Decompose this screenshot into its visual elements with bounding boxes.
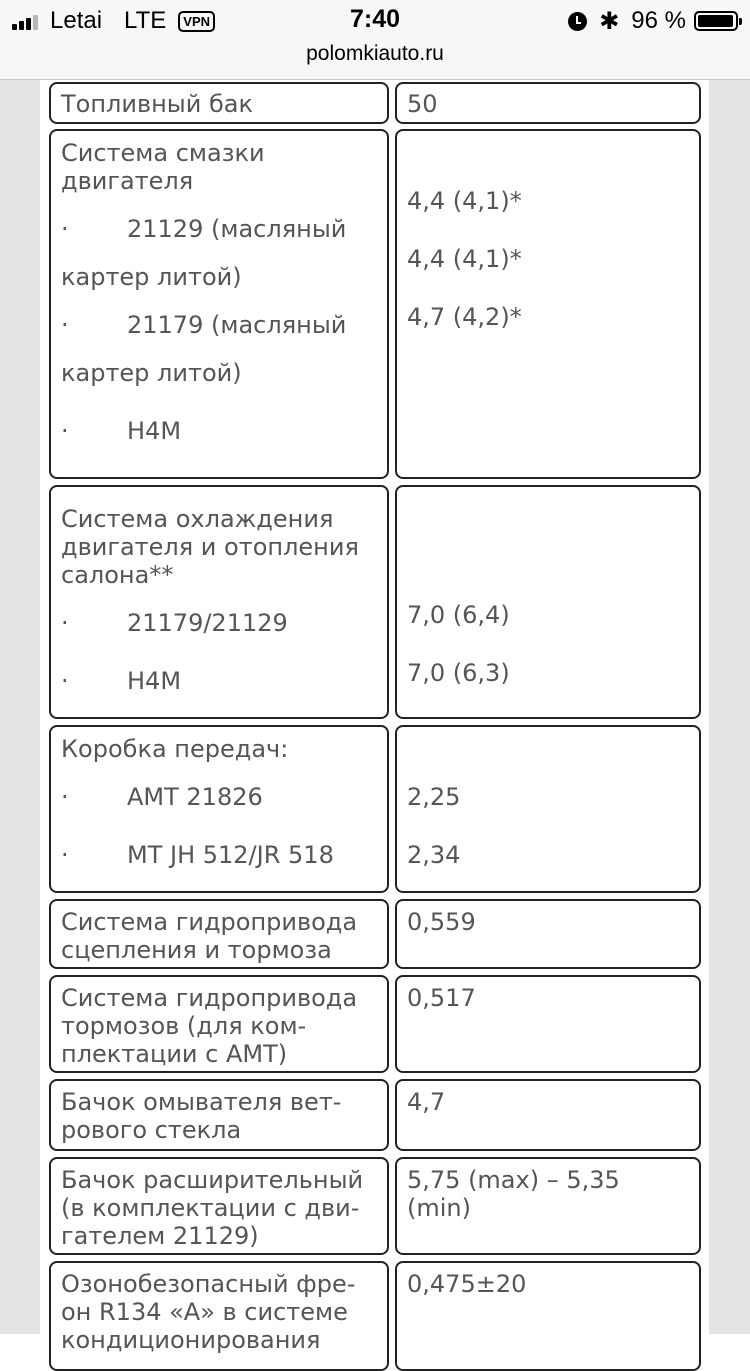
brakes-label-1: Система гидропривода: [61, 984, 358, 1012]
row-brakes-value: [395, 975, 701, 1073]
clutch-label-2: сцепления и тормоза: [61, 936, 332, 964]
cooling-title-1: Система охлаждения: [61, 505, 334, 533]
freon-value: 0,475±20: [407, 1270, 527, 1298]
bullet: ·: [61, 215, 69, 243]
lube-value-3: 4,7 (4,2)*: [407, 303, 522, 331]
bullet: ·: [61, 311, 69, 339]
lube-title-1: Система смазки: [61, 139, 265, 167]
list-item: [61, 311, 377, 339]
row-freon-label: [49, 1261, 389, 1371]
battery-percent: 96 %: [631, 7, 686, 34]
row-lube-value: [395, 129, 701, 479]
list-item: [61, 667, 377, 695]
list-item: [61, 783, 377, 811]
row-fuel-label: [49, 82, 389, 124]
washer-label-1: Бачок омывателя вет-: [61, 1088, 342, 1116]
status-right: [568, 6, 738, 36]
gearbox-value-1: 2,25: [407, 783, 461, 811]
cooling-value-1: 7,0 (6,4): [407, 601, 510, 629]
row-cooling-label: [49, 485, 389, 719]
row-gearbox-value: [395, 725, 701, 893]
row-clutch-label: [49, 899, 389, 969]
list-item: [61, 215, 377, 243]
cooling-value-2: 7,0 (6,3): [407, 659, 510, 687]
freon-label-1: Озонобезопасный фре-: [61, 1270, 356, 1298]
bullet: ·: [61, 609, 69, 637]
row-freon-value: [395, 1261, 701, 1371]
list-item: [61, 841, 377, 869]
list-item: [61, 417, 377, 445]
lube-value-2: 4,4 (4,1)*: [407, 245, 522, 273]
clutch-label-1: Система гидропривода: [61, 908, 358, 936]
washer-label-2: рового стекла: [61, 1116, 242, 1144]
lube-item3: H4M: [127, 417, 182, 445]
status-bar: [0, 0, 750, 40]
capacities-table: [46, 80, 704, 1354]
row-lube-label: [49, 129, 389, 479]
row-washer-value: [395, 1079, 701, 1151]
network-type: LTE: [124, 7, 167, 34]
gearbox-title: Коробка передач:: [61, 735, 289, 763]
row-washer-label: [49, 1079, 389, 1151]
expansion-label-1: Бачок расширительный: [61, 1166, 364, 1194]
gearbox-value-2: 2,34: [407, 841, 461, 869]
row-cooling-value: [395, 485, 701, 719]
expansion-value-1: 5,75 (max) – 5,35: [407, 1166, 620, 1194]
freon-label-2: он R134 «А» в системе: [61, 1298, 348, 1326]
brakes-value: 0,517: [407, 984, 476, 1012]
clutch-value: 0,559: [407, 908, 476, 936]
lube-title-2: двигателя: [61, 167, 194, 195]
expansion-label-2: (в комплектации с дви-: [61, 1194, 360, 1222]
row-brakes-label: [49, 975, 389, 1073]
bullet: ·: [61, 417, 69, 445]
bullet: ·: [61, 667, 69, 695]
freon-label-3: кондиционирования: [61, 1326, 321, 1354]
bullet: ·: [61, 841, 69, 869]
fuel-value: 50: [407, 90, 438, 118]
carrier-name: Letai: [50, 7, 103, 34]
url-text[interactable]: polomkiauto.ru: [306, 42, 444, 65]
bullet: ·: [61, 783, 69, 811]
list-item-cont: [61, 359, 377, 387]
brakes-label-2: тормозов (для ком-: [61, 1012, 307, 1040]
alarm-icon: [568, 12, 587, 31]
bluetooth-icon: ✱: [599, 7, 620, 35]
gearbox-item2: MT JH 512/JR 518: [127, 841, 334, 869]
list-item-cont: [61, 263, 377, 291]
lube-value-1: 4,4 (4,1)*: [407, 187, 522, 215]
battery-fill: [698, 15, 733, 27]
status-time: 7:40: [349, 5, 401, 33]
gearbox-item1: AMT 21826: [127, 783, 263, 811]
row-expansion-label: [49, 1157, 389, 1255]
expansion-label-3: гателем 21129): [61, 1222, 259, 1250]
list-item: [61, 609, 377, 637]
brakes-label-3: плектации с AMT): [61, 1040, 288, 1068]
row-gearbox-label: [49, 725, 389, 893]
lube-item2-a: 21179 (масляный: [127, 311, 347, 339]
washer-value: 4,7: [407, 1088, 446, 1116]
row-fuel-value: [395, 82, 701, 124]
cooling-title-3: салона**: [61, 561, 174, 589]
page-margin-left: [0, 80, 40, 1334]
row-clutch-value: [395, 899, 701, 969]
lube-item1-b: картер литой): [61, 263, 242, 291]
lube-item1-a: 21129 (масляный: [127, 215, 347, 243]
vpn-badge: VPN: [178, 11, 215, 32]
expansion-value-2: (min): [407, 1194, 471, 1222]
row-expansion-value: [395, 1157, 701, 1255]
page-margin-right: [709, 80, 750, 1334]
address-bar[interactable]: [0, 40, 750, 80]
battery-icon: [694, 11, 738, 31]
cooling-title-2: двигателя и отопления: [61, 533, 359, 561]
fuel-label: Топливный бак: [61, 90, 253, 118]
lube-item2-b: картер литой): [61, 359, 242, 387]
cooling-item1: 21179/21129: [127, 609, 288, 637]
cooling-item2: H4M: [127, 667, 182, 695]
